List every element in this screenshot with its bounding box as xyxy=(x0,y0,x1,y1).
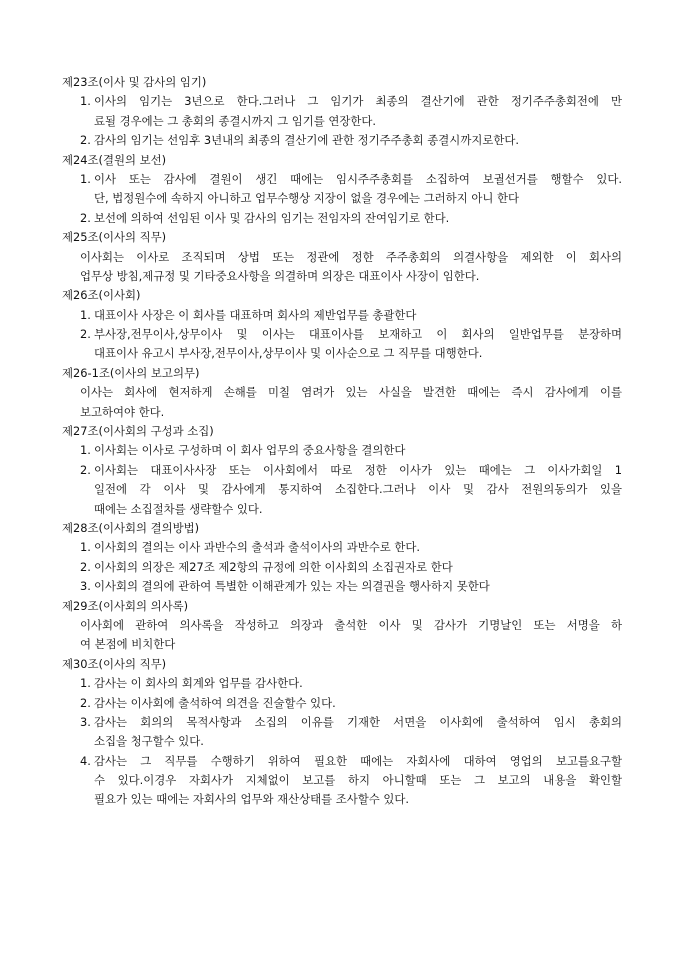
list-item-line xyxy=(62,209,622,228)
list-item-line xyxy=(62,558,622,577)
paragraph-line: 이사는 회사에 현저하게 손해를 미칠 염려가 있는 사실을 발견한 때에는 즉시 감사에게 이를 xyxy=(80,385,622,400)
list-item-line xyxy=(62,538,622,557)
item-text: 필요가 있는 때에는 자회사의 업무와 재산상태를 조사할수 있다. xyxy=(94,792,410,807)
articles-body xyxy=(62,73,622,810)
article-heading: 제27조(이사회의 구성과 소집) xyxy=(62,424,214,439)
list-item-line xyxy=(62,694,622,713)
item-number: 1. xyxy=(80,307,91,322)
item-text: 감사는 회의의 목적사항과 소집의 이유를 기재한 서면을 이사회에 출석하여 임시 총회의 xyxy=(94,714,622,729)
paragraph-line: 업무상 방침,제규정 및 기타중요사항을 의결하며 의장은 대표이사 사장이 임한다. xyxy=(80,268,480,283)
item-text: 감사는 이 회사의 회계와 업무를 감사한다. xyxy=(94,676,303,691)
list-item-line xyxy=(62,344,622,363)
list-item-line xyxy=(62,713,622,732)
item-text: 일전에 각 이사 및 감사에게 통지하여 소집한다.그러나 이사 및 감사 전원의동의가 있을 xyxy=(94,482,622,497)
item-number: 2. xyxy=(80,462,91,477)
item-number: 2. xyxy=(80,559,91,574)
item-number: 2. xyxy=(80,210,91,225)
article-heading: 제23조(이사 및 감사의 임기) xyxy=(62,75,207,89)
paragraph-line: 이사회는 이사로 조직되며 상법 또는 정관에 정한 주주총회의 의결사항을 제외한 이 회사의 xyxy=(80,249,622,264)
list-item-line xyxy=(62,790,622,809)
paragraph-line: 여 본점에 비치한다 xyxy=(80,637,176,652)
item-text: 단, 법정원수에 속하지 아니하고 업무수행상 지장이 없을 경우에는 그러하지 아니 한다 xyxy=(94,191,519,206)
list-item-line xyxy=(62,674,622,693)
item-number: 1. xyxy=(80,443,91,458)
list-item-line xyxy=(62,325,622,344)
item-number: 2. xyxy=(80,327,91,342)
item-text: 이사회는 대표이사사장 또는 이사회에서 따로 정한 이사가 있는 때에는 그 이사가회일 1 xyxy=(94,462,622,477)
item-text: 때에는 소집절차를 생략할수 있다. xyxy=(94,501,263,516)
item-text: 보선에 의하여 선임된 이사 및 감사의 임기는 전임자의 잔여임기로 한다. xyxy=(94,210,450,225)
list-item-line xyxy=(62,189,622,208)
item-text: 이사의 임기는 3년으로 한다.그러나 그 임기가 최종의 결산기에 관한 정기주주총회전에 만 xyxy=(94,94,622,109)
item-text: 료될 경우에는 그 총회의 종결시까지 그 임기를 연장한다. xyxy=(94,113,377,128)
article-heading: 제25조(이사의 직무) xyxy=(62,230,167,245)
item-text: 소집을 청구할수 있다. xyxy=(94,734,204,749)
item-text: 이사회의 의장은 제27조 제2항의 규정에 의한 이사회의 소집권자로 한다 xyxy=(94,559,453,574)
item-number: 1. xyxy=(80,171,91,186)
list-item-line xyxy=(62,170,622,189)
item-text: 이사 또는 감사에 결원이 생긴 때에는 임시주주총회를 소집하여 보궐선거를 행할수 있다. xyxy=(94,171,622,186)
item-text: 감사의 임기는 선임후 3년내의 최종의 결산기에 관한 정기주주총회 종결시까지로한다. xyxy=(94,133,519,148)
list-item-line xyxy=(62,92,622,111)
list-item-line xyxy=(62,131,622,150)
item-number: 2. xyxy=(80,133,91,148)
list-item-line xyxy=(62,480,622,499)
item-number: 4. xyxy=(80,753,91,768)
item-text: 감사는 이사회에 출석하여 의견을 진술할수 있다. xyxy=(94,695,336,710)
list-item-line xyxy=(62,752,622,771)
item-text: 이사회의 결의에 관하여 특별한 이해관계가 있는 자는 의결권을 행사하지 못한다 xyxy=(94,579,490,594)
item-text: 감사는 그 직무를 수행하기 위하여 필요한 때에는 자회사에 대하여 영업의 보고를요구할 xyxy=(94,753,622,768)
article-heading: 제29조(이사회의 의사록) xyxy=(62,598,189,613)
item-number: 2. xyxy=(80,695,91,710)
list-item-line xyxy=(62,771,622,790)
list-item-line xyxy=(62,500,622,519)
article-heading: 제26조(이사회) xyxy=(62,288,141,303)
paragraph-line: 보고하여야 한다. xyxy=(80,404,165,419)
paragraph-line: 이사회에 관하여 의사록을 작성하고 의장과 출석한 이사 및 감사가 기명날인 또는 서명을 하 xyxy=(80,617,622,632)
item-text: 이사회는 이사로 구성하며 이 회사 업무의 중요사항을 결의한다 xyxy=(94,443,406,458)
item-number: 3. xyxy=(80,714,91,729)
list-item-line xyxy=(62,461,622,480)
item-number: 1. xyxy=(80,676,91,691)
item-text: 부사장,전무이사,상무이사 및 이사는 대표이사를 보재하고 이 회사의 일반업무를 분장하며 xyxy=(94,327,622,342)
article-heading: 제26-1조(이사의 보고의무) xyxy=(62,365,200,380)
list-item-line xyxy=(62,732,622,751)
item-text: 대표이사 사장은 이 회사를 대표하며 회사의 제반업무를 총괄한다 xyxy=(94,307,417,322)
list-item-line xyxy=(62,306,622,325)
item-text: 대표이사 유고시 부사장,전무이사,상무이사 및 이사순으로 그 직무를 대행한다. xyxy=(94,346,483,361)
article-heading: 제24조(결원의 보선) xyxy=(62,152,167,167)
item-number: 1. xyxy=(80,540,91,555)
list-item-line xyxy=(62,577,622,596)
item-number: 3. xyxy=(80,579,91,594)
item-text: 수 있다.이경우 자회사가 지체없이 보고를 하지 아니할때 또는 그 보고의 내용을 확인할 xyxy=(94,773,622,788)
list-item-line xyxy=(62,112,622,131)
article-heading: 제28조(이사회의 결의방법) xyxy=(62,520,200,535)
list-item-line xyxy=(62,441,622,460)
item-text: 이사회의 결의는 이사 과반수의 출석과 출석이사의 과반수로 한다. xyxy=(94,540,421,555)
item-number: 1. xyxy=(80,94,91,109)
article-heading: 제30조(이사의 직무) xyxy=(62,656,167,671)
